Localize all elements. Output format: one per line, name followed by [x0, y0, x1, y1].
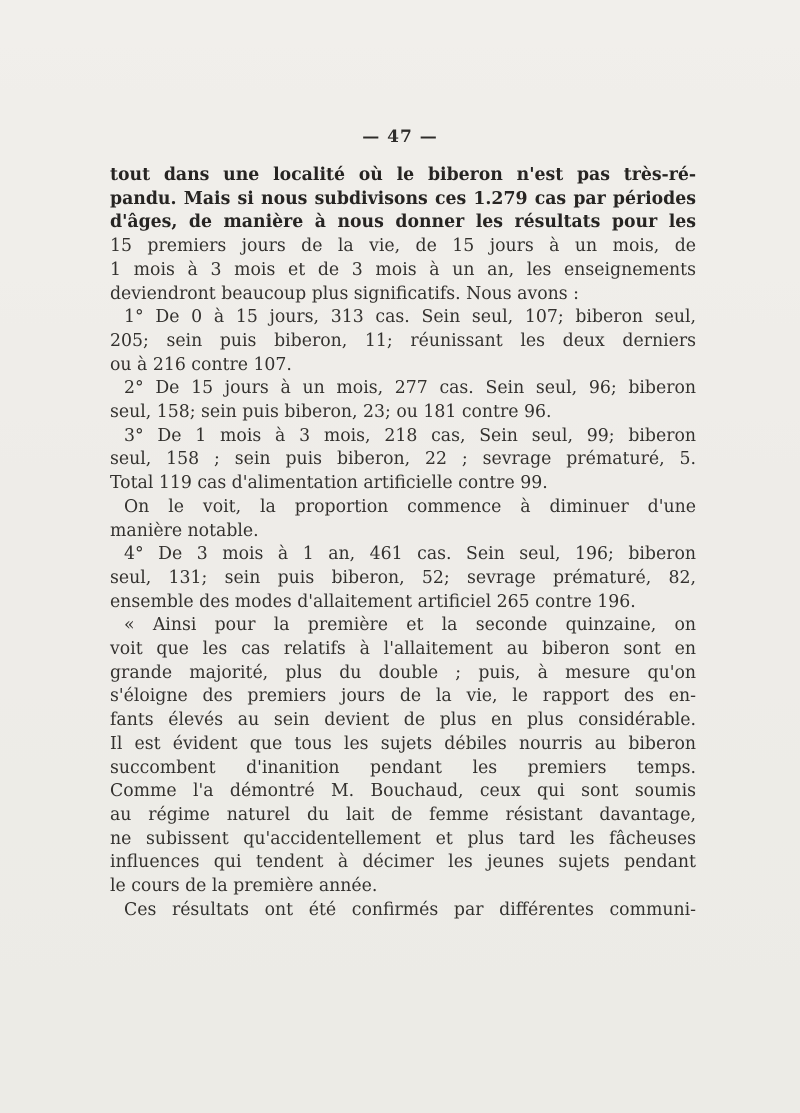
text-line: manière notable. — [110, 520, 259, 541]
text-line: grande majorité, plus du double ; puis, à mesure qu'on — [110, 662, 696, 683]
text-line: Ces résultats ont été confirmés par différentes communi- — [124, 899, 696, 920]
text-line: seul, 158 ; sein puis biberon, 22 ; sevrage prématuré, 5. — [110, 449, 696, 470]
text-line: influences qui tendent à décimer les jeunes sujets pendant — [110, 852, 696, 873]
text-line: ne subissent qu'accidentellement et plus tard les fâcheuses — [110, 828, 696, 849]
text-line: 1 mois à 3 mois et de 3 mois à un an, les enseignements — [110, 259, 696, 280]
text-line: 1° De 0 à 15 jours, 313 cas. Sein seul, 107; biberon seul, — [124, 307, 696, 328]
text-line: au régime naturel du lait de femme résistant davantage, — [110, 804, 696, 825]
text-line: Comme l'a démontré M. Bouchaud, ceux qui sont soumis — [110, 781, 696, 802]
text-line: ensemble des modes d'allaitement artificiel 265 contre 196. — [110, 591, 636, 612]
page-number: — 47 — — [362, 127, 438, 147]
text-line: « Ainsi pour la première et la seconde quinzaine, on — [124, 615, 696, 636]
text-line: tout dans une localité où le biberon n'est pas très-ré- — [110, 165, 696, 185]
text-line: fants élevés au sein devient de plus en plus considérable. — [110, 710, 696, 731]
text-line: succombent d'inanition pendant les premiers temps. — [110, 757, 696, 778]
text-line: ou à 216 contre 107. — [110, 354, 292, 375]
text-line: Il est évident que tous les sujets débiles nourris au biberon — [110, 733, 696, 754]
text-line: 4° De 3 mois à 1 an, 461 cas. Sein seul, 196; biberon — [124, 544, 696, 565]
text-line: seul, 158; sein puis biberon, 23; ou 181 contre 96. — [110, 402, 552, 423]
text-line: deviendront beaucoup plus significatifs. Nous avons : — [110, 283, 579, 304]
text-line: 3° De 1 mois à 3 mois, 218 cas, Sein seul, 99; biberon — [124, 425, 696, 446]
text-line: pandu. Mais si nous subdivisons ces 1.279 cas par périodes — [110, 188, 696, 209]
text-line: le cours de la première année. — [110, 876, 378, 897]
text-line: Total 119 cas d'alimentation artificielle contre 99. — [110, 473, 548, 494]
text-line: seul, 131; sein puis biberon, 52; sevrage prématuré, 82, — [110, 567, 696, 588]
text-line: 15 premiers jours de la vie, de 15 jours à un mois, de — [110, 236, 696, 257]
body-text — [110, 164, 696, 923]
text-line: 2° De 15 jours à un mois, 277 cas. Sein seul, 96; biberon — [124, 378, 696, 399]
text-line: voit que les cas relatifs à l'allaitement au biberon sont en — [110, 639, 696, 660]
text-line: On le voit, la proportion commence à diminuer d'une — [124, 496, 696, 517]
text-line: 205; sein puis biberon, 11; réunissant les deux derniers — [110, 330, 696, 351]
text-line: s'éloigne des premiers jours de la vie, le rapport des en- — [110, 686, 696, 707]
text-line: d'âges, de manière à nous donner les résultats pour les — [110, 212, 696, 233]
